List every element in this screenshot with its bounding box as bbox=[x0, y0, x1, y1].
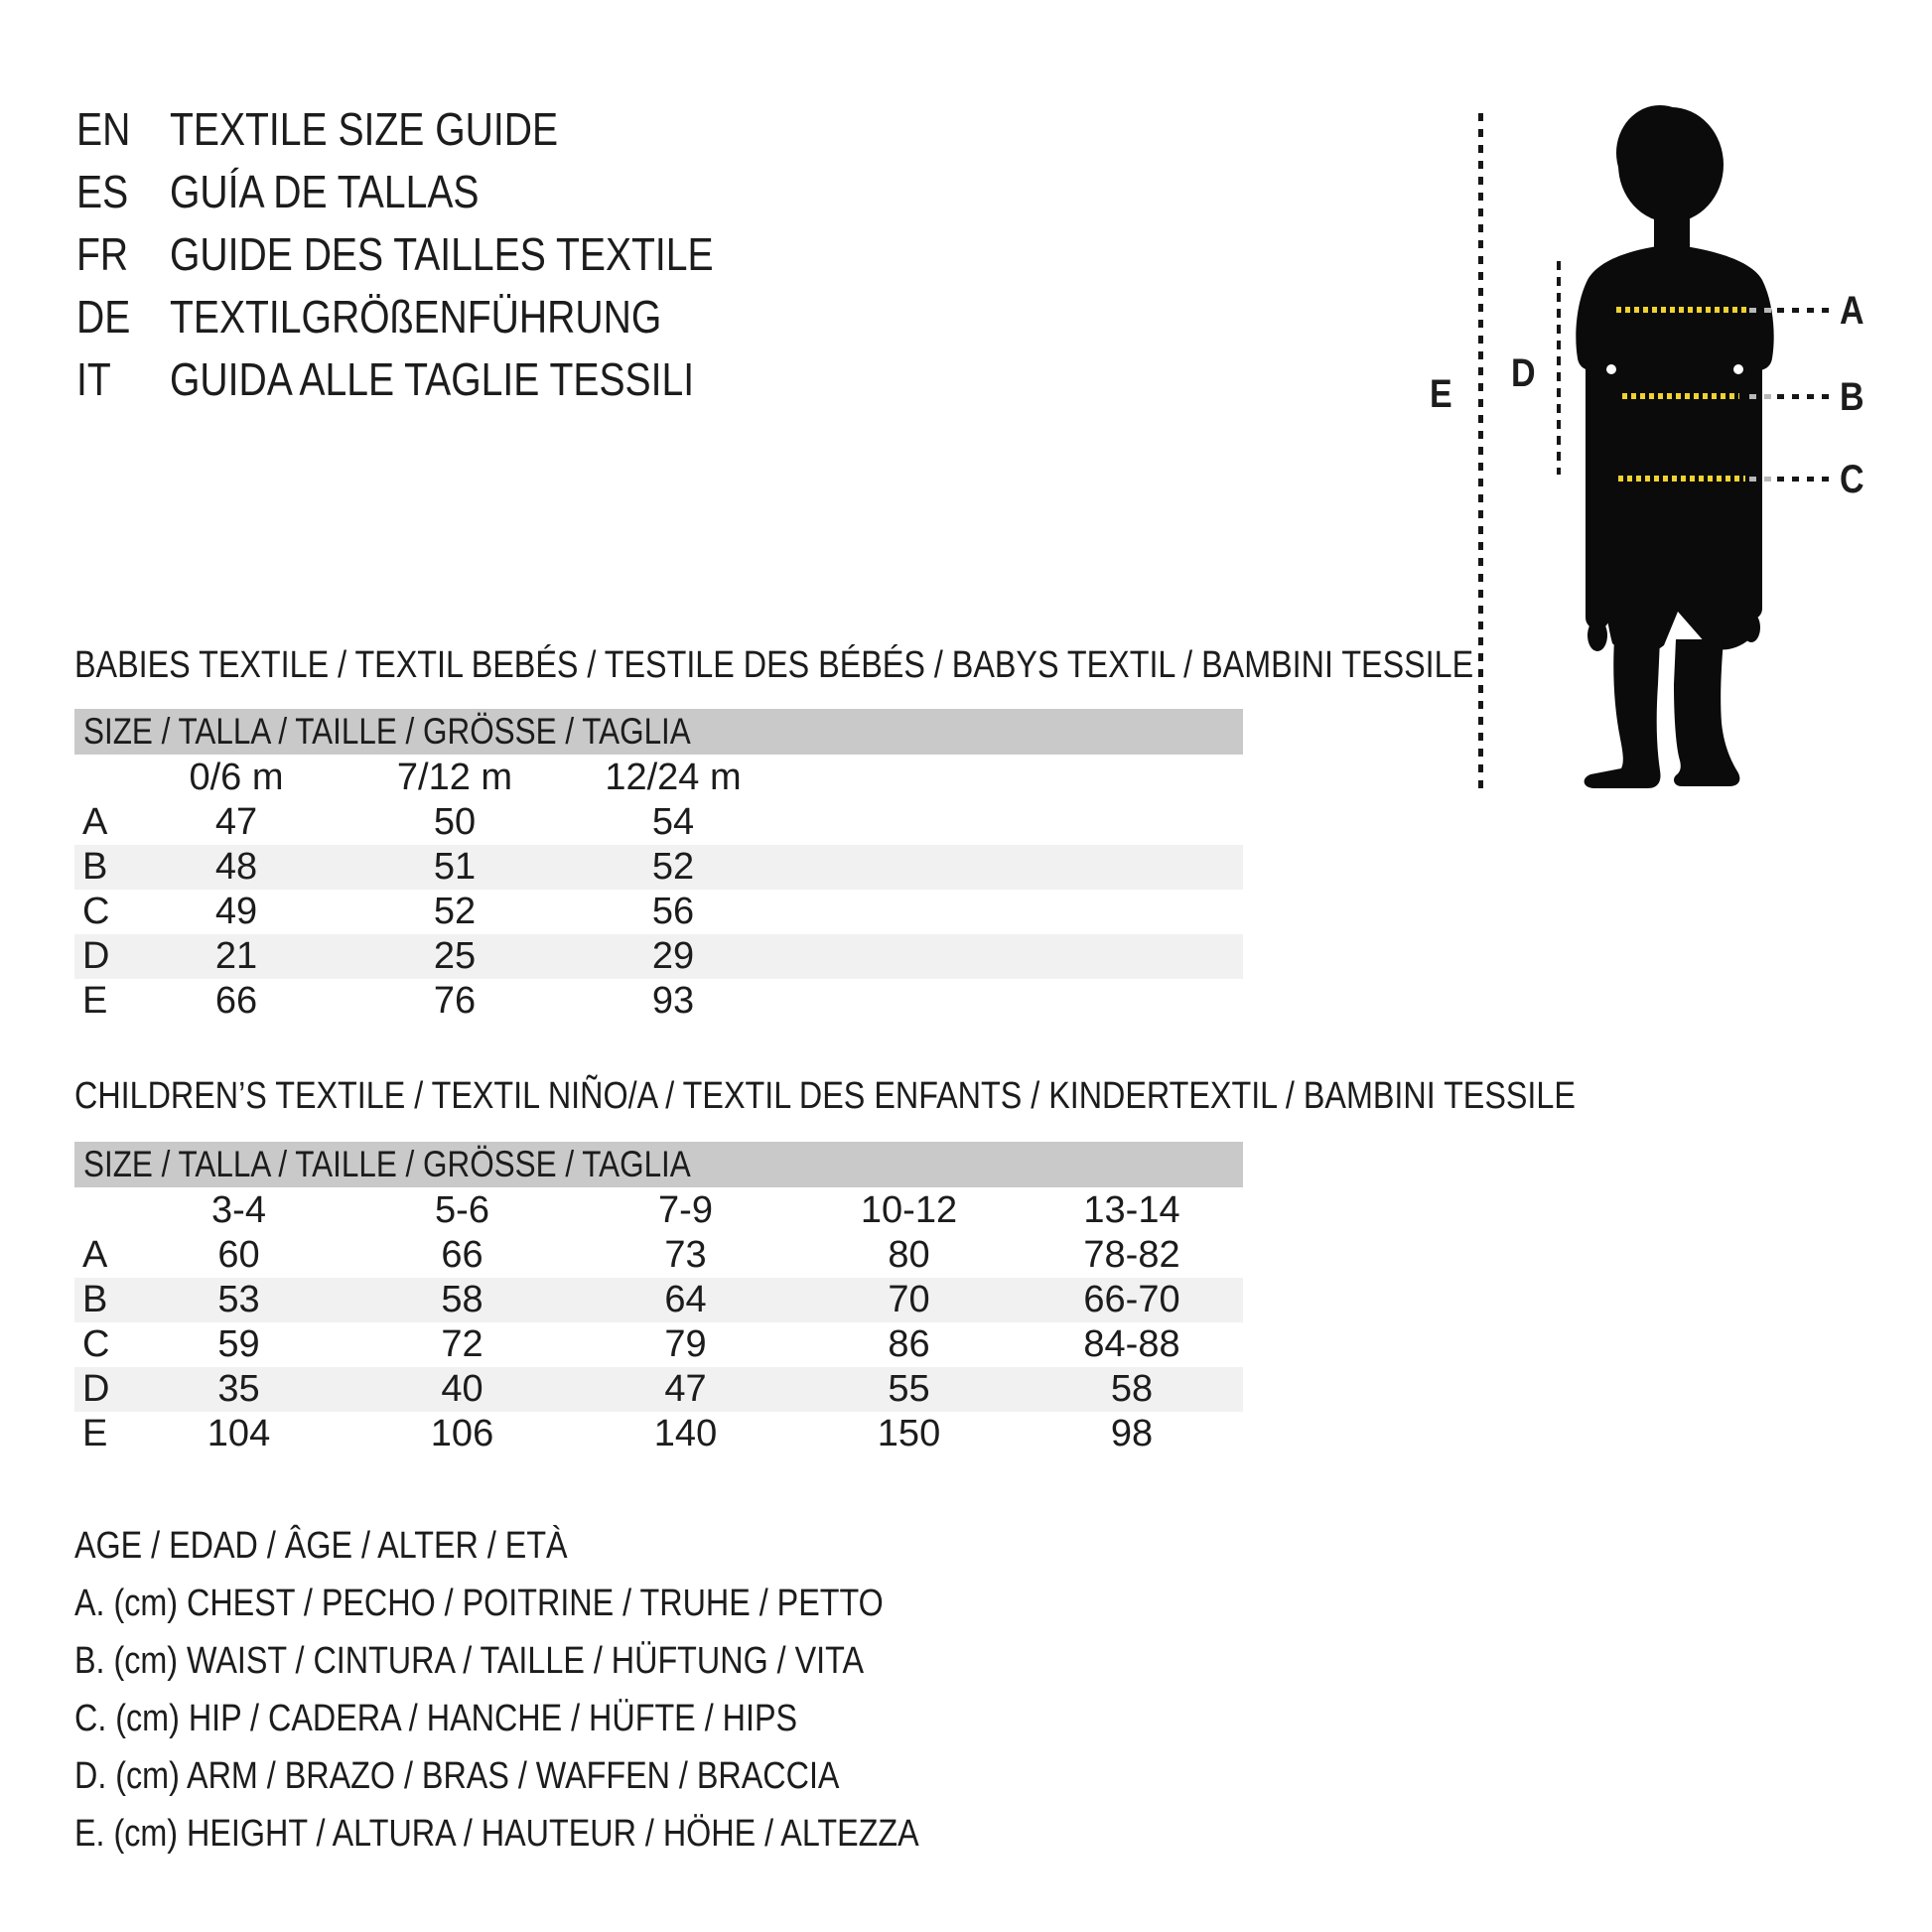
children-size-row bbox=[74, 1278, 1243, 1322]
language-title: TEXTILE SIZE GUIDE bbox=[170, 102, 559, 155]
language-title: GUIDA ALLE TAGLIE TESSILI bbox=[170, 352, 695, 405]
arm-measure-line-d bbox=[1557, 261, 1561, 475]
measure-label-c: C bbox=[1840, 458, 1864, 501]
size-value: 21 bbox=[214, 935, 258, 977]
size-value: 70 bbox=[888, 1279, 930, 1320]
row-label: A bbox=[82, 801, 108, 843]
legend-line: D. (cm) ARM / BRAZO / BRAS / WAFFEN / BRACCIA bbox=[74, 1755, 840, 1797]
babies-size-table bbox=[74, 755, 1243, 1024]
row-label: B bbox=[82, 1279, 108, 1320]
size-value: 104 bbox=[207, 1413, 271, 1454]
babies-size-row bbox=[74, 890, 1243, 934]
size-value: 48 bbox=[214, 846, 258, 888]
children-size-row bbox=[74, 1233, 1243, 1278]
language-code: DE bbox=[76, 290, 131, 343]
children-column-header: 3-4 bbox=[127, 1187, 350, 1233]
chest-line-a-fade bbox=[1749, 308, 1775, 313]
children-size-header-bar: SIZE / TALLA / TAILLE / GRÖSSE / TAGLIA bbox=[74, 1142, 1243, 1187]
children-column-header-row bbox=[74, 1187, 1243, 1233]
size-value: 79 bbox=[664, 1323, 707, 1365]
row-label: E bbox=[82, 980, 108, 1022]
size-value: 76 bbox=[433, 980, 477, 1022]
size-value: 80 bbox=[888, 1234, 930, 1276]
row-label: D bbox=[82, 935, 110, 977]
size-value: 47 bbox=[664, 1368, 707, 1410]
size-value: 140 bbox=[653, 1413, 718, 1454]
hip-line-c-yellow bbox=[1618, 476, 1745, 482]
babies-size-row bbox=[74, 800, 1243, 845]
hip-line-c-dotted bbox=[1777, 477, 1835, 482]
size-value: 52 bbox=[651, 846, 695, 888]
size-value: 40 bbox=[441, 1368, 483, 1410]
chest-line-a-yellow bbox=[1616, 307, 1747, 313]
language-code: ES bbox=[76, 165, 129, 217]
language-title-block bbox=[76, 97, 809, 410]
children-size-table bbox=[74, 1187, 1243, 1456]
size-value: 86 bbox=[888, 1323, 930, 1365]
language-row bbox=[76, 222, 809, 285]
measure-label-a: A bbox=[1840, 289, 1864, 333]
size-value: 66-70 bbox=[1083, 1279, 1180, 1320]
children-column-header: 5-6 bbox=[350, 1187, 574, 1233]
row-label: A bbox=[82, 1234, 108, 1276]
language-row bbox=[76, 97, 809, 160]
row-label: C bbox=[82, 1323, 110, 1365]
size-value: 25 bbox=[433, 935, 477, 977]
babies-column-header: 0/6 m bbox=[127, 755, 345, 800]
legend-line: B. (cm) WAIST / CINTURA / TAILLE / HÜFTUNG / VITA bbox=[74, 1640, 865, 1682]
language-row bbox=[76, 160, 809, 222]
size-value: 84-88 bbox=[1083, 1323, 1180, 1365]
row-label: E bbox=[82, 1413, 108, 1454]
children-column-header: 7-9 bbox=[574, 1187, 797, 1233]
babies-size-row bbox=[74, 979, 1243, 1024]
size-value: 51 bbox=[433, 846, 477, 888]
size-value: 60 bbox=[217, 1234, 260, 1276]
measure-label-e: E bbox=[1430, 372, 1452, 416]
size-value: 93 bbox=[651, 980, 695, 1022]
size-value: 106 bbox=[430, 1413, 494, 1454]
children-size-row bbox=[74, 1322, 1243, 1367]
babies-column-header: 12/24 m bbox=[564, 755, 782, 800]
measure-label-b: B bbox=[1840, 375, 1864, 419]
size-value: 150 bbox=[877, 1413, 941, 1454]
chest-line-a-dotted bbox=[1777, 308, 1835, 313]
language-title: GUÍA DE TALLAS bbox=[170, 165, 480, 217]
babies-column-header: 7/12 m bbox=[345, 755, 564, 800]
size-value: 58 bbox=[1110, 1368, 1154, 1410]
size-value: 73 bbox=[664, 1234, 707, 1276]
size-value: 47 bbox=[214, 801, 258, 843]
legend-line: E. (cm) HEIGHT / ALTURA / HAUTEUR / HÖHE / ALTEZZA bbox=[74, 1813, 919, 1855]
size-value: 56 bbox=[651, 891, 695, 932]
size-value: 66 bbox=[441, 1234, 483, 1276]
size-value: 54 bbox=[651, 801, 695, 843]
legend-line: C. (cm) HIP / CADERA / HANCHE / HÜFTE / HIPS bbox=[74, 1698, 798, 1739]
babies-column-header-row bbox=[74, 755, 1243, 800]
babies-size-row bbox=[74, 934, 1243, 979]
size-value: 78-82 bbox=[1083, 1234, 1180, 1276]
language-code: EN bbox=[76, 102, 131, 155]
language-row bbox=[76, 285, 809, 347]
size-value: 49 bbox=[214, 891, 258, 932]
height-measure-line-e bbox=[1478, 113, 1483, 794]
size-value: 59 bbox=[217, 1323, 260, 1365]
babies-size-header-bar: SIZE / TALLA / TAILLE / GRÖSSE / TAGLIA bbox=[74, 709, 1243, 755]
language-row bbox=[76, 347, 809, 410]
babies-size-row bbox=[74, 845, 1243, 890]
babies-section-title: BABIES TEXTILE / TEXTIL BEBÉS / TESTILE DES BÉBÉS / BABYS TEXTIL / BAMBINI TESSILE bbox=[74, 644, 1474, 686]
child-silhouette bbox=[1569, 103, 1801, 788]
size-value: 64 bbox=[664, 1279, 707, 1320]
size-value: 50 bbox=[433, 801, 477, 843]
legend-line: AGE / EDAD / ÂGE / ALTER / ETÀ bbox=[74, 1525, 568, 1567]
size-value: 35 bbox=[217, 1368, 260, 1410]
waist-line-b-dotted bbox=[1777, 394, 1835, 399]
size-value: 58 bbox=[441, 1279, 483, 1320]
row-label: D bbox=[82, 1368, 110, 1410]
silhouette-shorts bbox=[1603, 530, 1751, 653]
language-code: FR bbox=[76, 227, 129, 280]
language-title: GUIDE DES TAILLES TEXTILE bbox=[170, 227, 714, 280]
language-title: TEXTILGRÖßENFÜHRUNG bbox=[170, 290, 662, 343]
children-size-row bbox=[74, 1412, 1243, 1456]
children-section-title: CHILDREN’S TEXTILE / TEXTIL NIÑO/A / TEXTIL DES ENFANTS / KINDERTEXTIL / BAMBINI TESSILE bbox=[74, 1075, 1576, 1117]
language-code: IT bbox=[76, 352, 111, 405]
size-value: 72 bbox=[441, 1323, 483, 1365]
children-size-row bbox=[74, 1367, 1243, 1412]
children-column-header: 10-12 bbox=[797, 1187, 1021, 1233]
legend-line: A. (cm) CHEST / PECHO / POITRINE / TRUHE / PETTO bbox=[74, 1583, 884, 1624]
measure-label-d: D bbox=[1511, 351, 1536, 395]
size-value: 98 bbox=[1110, 1413, 1154, 1454]
hip-line-c-fade bbox=[1749, 477, 1775, 482]
size-value: 53 bbox=[217, 1279, 260, 1320]
row-label: C bbox=[82, 891, 110, 932]
size-value: 52 bbox=[433, 891, 477, 932]
size-value: 66 bbox=[214, 980, 258, 1022]
measurement-legend bbox=[74, 1517, 1068, 1863]
waist-line-b-yellow bbox=[1622, 393, 1739, 399]
size-value: 29 bbox=[651, 935, 695, 977]
children-column-header: 13-14 bbox=[1021, 1187, 1243, 1233]
size-value: 55 bbox=[888, 1368, 930, 1410]
row-label: B bbox=[82, 846, 108, 888]
waist-line-b-fade bbox=[1749, 394, 1775, 399]
